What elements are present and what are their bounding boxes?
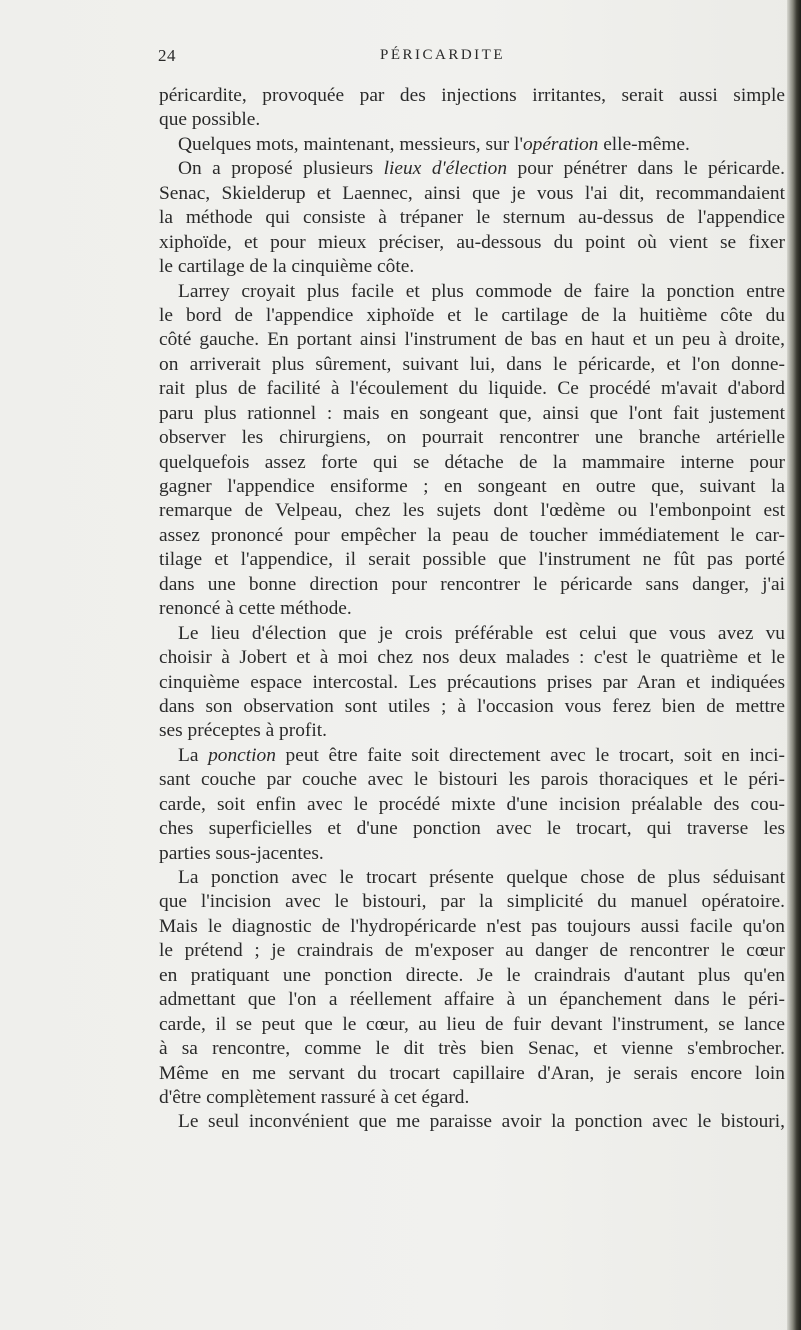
binding-edge bbox=[787, 0, 801, 1330]
text-run: parties sous-jacentes. bbox=[159, 842, 324, 864]
text-run: Le lieu d'élection que je crois préférable est celui que vous avez vu bbox=[178, 622, 785, 644]
text-line bbox=[159, 108, 785, 132]
text-run: remarque de Velpeau, chez les sujets dont l'œdème ou l'embonpoint est bbox=[159, 500, 785, 522]
text-line bbox=[159, 280, 785, 304]
italic-term: opération bbox=[522, 133, 599, 155]
text-run: paru plus rationnel : mais en songeant que, ainsi que l'ont fait justement bbox=[159, 402, 785, 424]
text-line bbox=[159, 988, 785, 1012]
text-line bbox=[159, 768, 785, 792]
text-run: cinquième espace intercostal. Les précautions prises par Aran et indiquées bbox=[159, 671, 785, 693]
text-line bbox=[159, 548, 785, 572]
text-run: côté gauche. En portant ainsi l'instrument de bas en haut et un peu à droite, bbox=[159, 329, 785, 351]
text-line bbox=[159, 793, 785, 817]
text-run: pour pénétrer dans le péricarde. bbox=[507, 158, 785, 180]
text-line bbox=[159, 597, 785, 621]
text-line bbox=[159, 255, 785, 279]
text-line bbox=[159, 817, 785, 841]
text-run: en pratiquant une ponction directe. Je le craindrais d'autant plus qu'en bbox=[159, 964, 785, 986]
text-run: Larrey croyait plus facile et plus commode de faire la ponction entre bbox=[178, 280, 785, 302]
text-line bbox=[159, 451, 785, 475]
text-line bbox=[159, 744, 785, 768]
text-run: quelquefois assez forte qui se détache de la mammaire interne pour bbox=[159, 451, 785, 473]
text-line bbox=[159, 646, 785, 670]
text-run: Mais le diagnostic de l'hydropéricarde n'est pas toujours aussi facile qu'on bbox=[159, 915, 785, 937]
text-line bbox=[159, 1062, 785, 1086]
text-run: le cartilage de la cinquième côte. bbox=[159, 256, 415, 278]
text-run: d'être complètement rassuré à cet égard. bbox=[159, 1086, 470, 1108]
text-run: dans son observation sont utiles ; à l'occasion vous ferez bien de mettre bbox=[159, 695, 785, 717]
text-line bbox=[159, 1086, 785, 1110]
text-run: xiphoïde, et pour mieux préciser, au-dessous du point où vient se fixer bbox=[159, 231, 785, 253]
text-line bbox=[159, 353, 785, 377]
text-line bbox=[159, 866, 785, 890]
text-line bbox=[159, 890, 785, 914]
text-run: assez prononcé pour empêcher la peau de toucher immédiatement le car- bbox=[159, 524, 785, 546]
text-run: ches superficielles et d'une ponction avec le trocart, qui traverse les bbox=[159, 818, 785, 840]
text-line bbox=[159, 671, 785, 695]
text-run: admettant que l'on a réellement affaire à un épanchement dans le péri- bbox=[159, 989, 785, 1011]
text-run: à sa rencontre, comme le dit très bien Senac, et vienne s'embrocher. bbox=[159, 1038, 785, 1060]
running-head-title: PÉRICARDITE bbox=[380, 47, 505, 63]
text-run: la méthode qui consiste à trépaner le sternum au-dessus de l'appendice bbox=[159, 207, 785, 229]
text-run: On a proposé plusieurs bbox=[178, 158, 384, 180]
text-line bbox=[159, 133, 785, 157]
text-run: observer les chirurgiens, on pourrait rencontrer une branche artérielle bbox=[159, 427, 785, 449]
text-run: gagner l'appendice ensiforme ; en songeant en outre que, suivant la bbox=[159, 476, 785, 497]
text-line bbox=[159, 328, 785, 352]
text-line bbox=[159, 84, 785, 108]
text-run: Le seul inconvénient que me paraisse avoir la ponction avec le bistouri, bbox=[178, 1111, 785, 1133]
text-line bbox=[159, 573, 785, 597]
text-line bbox=[159, 842, 785, 866]
text-run: La bbox=[178, 744, 209, 766]
text-run: carde, il se peut que le cœur, au lieu de fuir devant l'instrument, se lance bbox=[159, 1013, 785, 1035]
text-run: Senac, Skielderup et Laennec, ainsi que je vous l'ai dit, recommandaient bbox=[159, 182, 785, 204]
text-body bbox=[159, 84, 785, 1135]
text-run: le bord de l'appendice xiphoïde et le cartilage de la huitième côte du bbox=[159, 304, 785, 326]
text-line bbox=[159, 157, 785, 181]
text-run: Même en me servant du trocart capillaire d'Aran, je serais encore loin bbox=[159, 1062, 785, 1084]
running-head bbox=[158, 46, 778, 68]
text-line bbox=[159, 1110, 785, 1134]
text-run: La ponction avec le trocart présente quelque chose de plus séduisant bbox=[178, 867, 785, 888]
text-line bbox=[159, 402, 785, 426]
text-run: dans une bonne direction pour rencontrer le péricarde sans danger, j'ai bbox=[159, 573, 785, 595]
text-line bbox=[159, 719, 785, 743]
text-run: péricardite, provoquée par des injections irritantes, serait aussi simple bbox=[159, 85, 785, 106]
text-line bbox=[159, 964, 785, 988]
text-run: le prétend ; je craindrais de m'exposer au danger de rencontrer le cœur bbox=[159, 940, 785, 962]
text-line bbox=[159, 377, 785, 401]
text-line bbox=[159, 426, 785, 450]
italic-term: lieux d'élection bbox=[383, 158, 508, 180]
text-line bbox=[159, 1037, 785, 1061]
text-line bbox=[159, 182, 785, 206]
page-number: 24 bbox=[158, 46, 176, 65]
text-run: peut être faite soit directement avec le trocart, soit en inci- bbox=[275, 744, 785, 766]
text-run: on arriverait plus sûrement, suivant lui, dans le péricarde, et l'on donne- bbox=[159, 353, 785, 375]
text-run: elle-même. bbox=[598, 133, 690, 155]
text-run: que possible. bbox=[159, 109, 261, 131]
text-line bbox=[159, 499, 785, 523]
text-line bbox=[159, 915, 785, 939]
text-line bbox=[159, 304, 785, 328]
text-line bbox=[159, 622, 785, 646]
text-line bbox=[159, 695, 785, 719]
text-line bbox=[159, 939, 785, 963]
italic-term: ponction bbox=[208, 744, 276, 766]
text-run: ses préceptes à profit. bbox=[159, 720, 327, 742]
text-run: renoncé à cette méthode. bbox=[159, 598, 352, 620]
text-line bbox=[159, 231, 785, 255]
text-run: Quelques mots, maintenant, messieurs, sur l' bbox=[178, 133, 523, 155]
text-line bbox=[159, 206, 785, 230]
text-run: que l'incision avec le bistouri, par la simplicité du manuel opératoire. bbox=[159, 891, 785, 913]
text-run: choisir à Jobert et à moi chez nos deux malades : c'est le quatrième et le bbox=[159, 647, 785, 669]
text-line bbox=[159, 524, 785, 548]
text-run: sant couche par couche avec le bistouri les parois thoraciques et le péri- bbox=[159, 769, 785, 791]
text-line bbox=[159, 1013, 785, 1037]
text-run: tilage et l'appendice, il serait possible que l'instrument ne fût pas porté bbox=[159, 549, 785, 571]
text-line bbox=[159, 475, 785, 499]
text-run: rait plus de facilité à l'écoulement du liquide. Ce procédé m'avait d'abord bbox=[159, 378, 785, 400]
text-run: carde, soit enfin avec le procédé mixte d'une incision préalable des cou- bbox=[159, 793, 785, 815]
